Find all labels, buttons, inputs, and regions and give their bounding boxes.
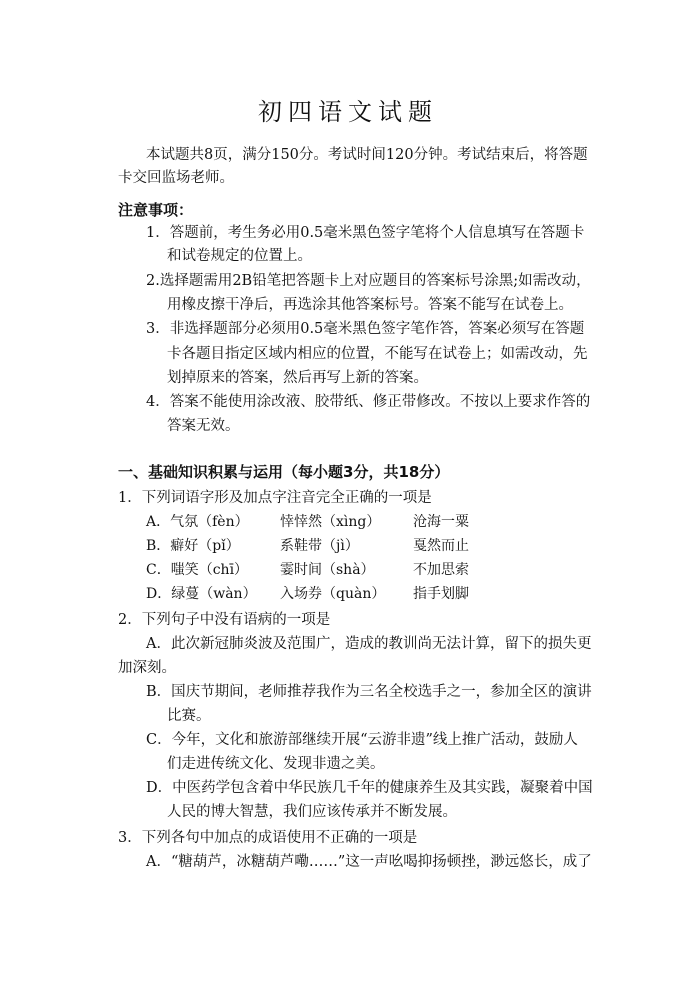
section-heading: 一、基础知识积累与运用（每小题3分，共18分） <box>118 463 450 481</box>
question-stem: 2．下列句子中没有语病的一项是 <box>118 612 331 628</box>
choice-text: 们走进传统文化、发现非遗之美。 <box>167 756 385 772</box>
notice-item: 1．答题前，考生务必用0.5毫米黑色签字笔将个人信息填写在答题卡 <box>146 225 585 241</box>
question-stem: 1．下列词语字形及加点字注音完全正确的一项是 <box>118 490 432 506</box>
option-a: D．绿蔓（wàn） <box>146 586 257 602</box>
choice-text: A．“糖葫芦，冰糖葫芦嘞……”这一声吆喝抑扬顿挫，渺远悠长，成了 <box>146 854 592 870</box>
choice-text: A．此次新冠肺炎波及范围广，造成的教训尚无法计算，留下的损失更 <box>146 636 592 652</box>
question-stem: 3．下列各句中加点的成语使用不正确的一项是 <box>118 830 418 846</box>
choice-text: 加深刻。 <box>118 660 176 676</box>
notice-item: 2.选择题需用2B铅笔把答题卡上对应题目的答案标号涂黑;如需改动， <box>146 273 591 289</box>
option-b: 系鞋带（jì） <box>280 538 359 554</box>
notice-item: 用橡皮擦干净后，再选涂其他答案标号。答案不能写在试卷上。 <box>167 297 573 313</box>
choice-text: C．今年，文化和旅游部继续开展“云游非遗”线上推广活动，鼓励人 <box>146 732 578 748</box>
page-title: 初四语文试题 <box>258 98 438 126</box>
notice-item: 4．答案不能使用涂改液、胶带纸、修正带修改。不按以上要求作答的 <box>146 394 591 410</box>
option-a: B．癖好（pǐ） <box>146 538 240 554</box>
option-c: 沧海一粟 <box>413 514 469 530</box>
option-c: 指手划脚 <box>413 586 469 602</box>
option-b: 悻悻然（xìng） <box>280 514 381 530</box>
intro-line: 卡交回监场老师。 <box>118 170 234 186</box>
option-b: 入场券（quàn） <box>280 586 386 602</box>
option-a: C．嗤笑（chī） <box>146 562 249 578</box>
choice-text: 比赛。 <box>167 708 211 724</box>
option-b: 霎时间（shà） <box>280 562 375 578</box>
option-a: A．气氛（fèn） <box>146 514 249 530</box>
choice-text: B．国庆节期间，老师推荐我作为三名全校选手之一，参加全区的演讲 <box>146 684 592 700</box>
notice-heading: 注意事项： <box>118 201 194 219</box>
choice-text: D．中医药学包含着中华民族几千年的健康养生及其实践，凝聚着中国 <box>146 780 593 796</box>
notice-item: 3．非选择题部分必须用0.5毫米黑色签字笔作答，答案必须写在答题 <box>146 321 585 337</box>
option-c: 不加思索 <box>413 562 469 578</box>
choice-text: 人民的博大智慧，我们应该传承并不断发展。 <box>167 804 457 820</box>
notice-item: 和试卷规定的位置上。 <box>167 248 312 264</box>
notice-item: 答案无效。 <box>167 418 240 434</box>
notice-item: 卡各题目指定区域内相应的位置，不能写在试卷上；如需改动，先 <box>167 346 588 362</box>
option-c: 戛然而止 <box>413 538 469 554</box>
intro-line: 本试题共8页，满分150分。考试时间120分钟。考试结束后，将答题 <box>146 147 588 163</box>
notice-item: 划掉原来的答案，然后再写上新的答案。 <box>167 370 428 386</box>
